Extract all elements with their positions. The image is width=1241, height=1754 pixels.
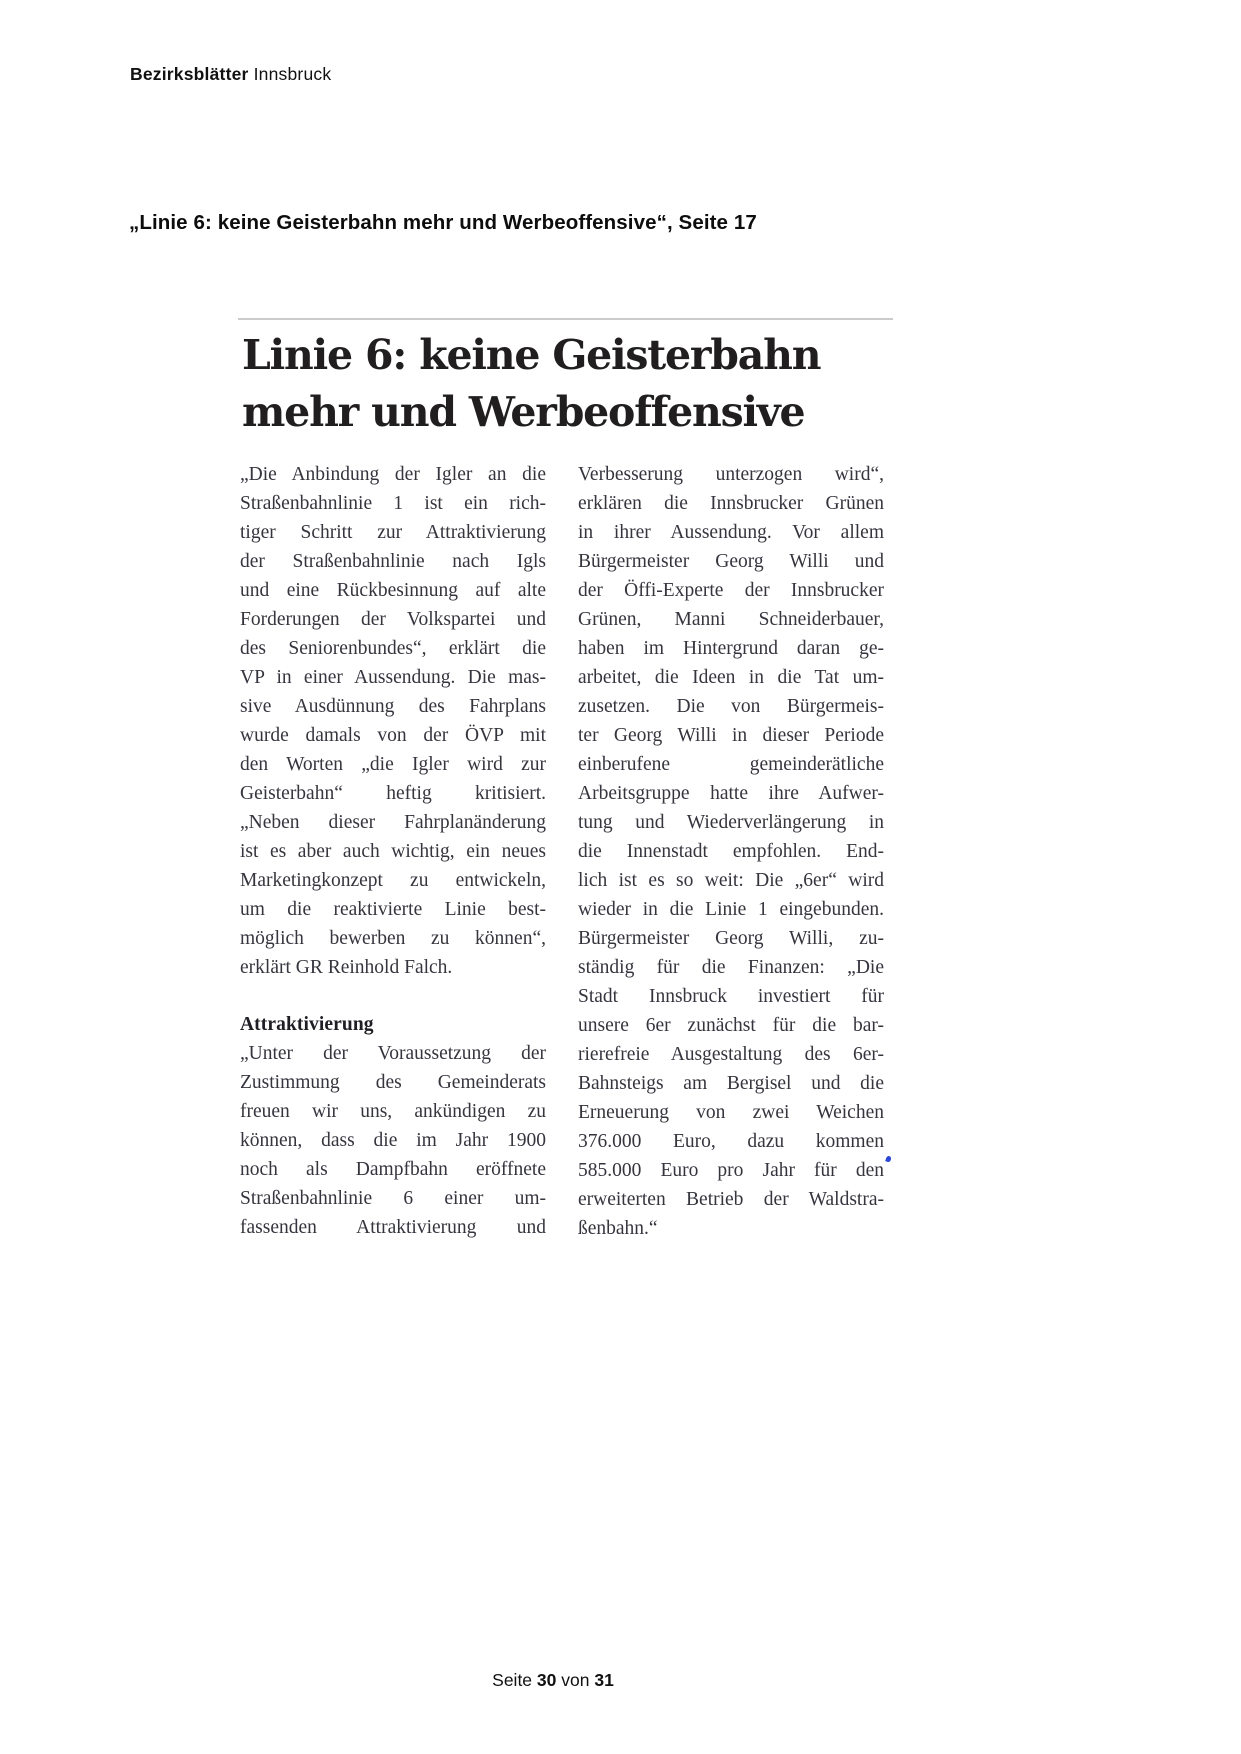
text-line: Forderungen der Volkspartei und xyxy=(240,609,546,630)
text-line: erklären die Innsbrucker Grünen xyxy=(578,493,884,514)
brand-name: Bezirksblätter xyxy=(130,64,249,84)
text-line: Bürgermeister Georg Willi und xyxy=(578,551,884,572)
text-line: Erneuerung von zwei Weichen xyxy=(578,1102,884,1123)
text-line: Straßenbahnlinie 1 ist ein rich- xyxy=(240,493,546,514)
publication-brand xyxy=(130,64,331,85)
article-title-line1: Linie 6: keine Geisterbahn xyxy=(242,331,821,379)
text-line: unsere 6er zunächst für die bar- xyxy=(578,1015,884,1036)
text-line: Stadt Innsbruck investiert für xyxy=(578,986,884,1007)
text-line: wurde damals von der ÖVP mit xyxy=(240,725,546,746)
article-column-right xyxy=(578,460,884,1243)
text-line: 585.000 Euro pro Jahr für den xyxy=(578,1160,884,1181)
text-line: arbeitet, die Ideen in die Tat um- xyxy=(578,667,884,688)
footer-of-label: von xyxy=(561,1670,590,1690)
paragraph-quote-vp xyxy=(240,460,546,982)
text-line: Zustimmung des Gemeinderats xyxy=(240,1072,546,1093)
text-line: noch als Dampfbahn eröffnete xyxy=(240,1159,546,1180)
article-title-line2: mehr und Werbeoffensive xyxy=(242,388,805,436)
newspaper-clipping xyxy=(238,318,893,1243)
text-line: den Worten „die Igler wird zur xyxy=(240,754,546,775)
text-line: erweiterten Betrieb der Waldstra- xyxy=(578,1189,884,1210)
text-line: die Innenstadt empfohlen. End- xyxy=(578,841,884,862)
text-line: wieder in die Linie 1 eingebunden. xyxy=(578,899,884,920)
clipping-top-rule xyxy=(238,318,893,320)
text-line: VP in einer Aussendung. Die mas- xyxy=(240,667,546,688)
text-line: sive Ausdünnung des Fahrplans xyxy=(240,696,546,717)
text-line: des Seniorenbundes“, erklärt die xyxy=(240,638,546,659)
text-line: rierefreie Ausgestaltung des 6er- xyxy=(578,1044,884,1065)
text-line: tiger Schritt zur Attraktivierung xyxy=(240,522,546,543)
text-line: Arbeitsgruppe hatte ihre Aufwer- xyxy=(578,783,884,804)
text-line: der Straßenbahnlinie nach Igls xyxy=(240,551,546,572)
text-line: ständig für die Finanzen: „Die xyxy=(578,957,884,978)
text-line: Verbesserung unterzogen wird“, xyxy=(578,464,884,485)
text-line: Bürgermeister Georg Willi, zu- xyxy=(578,928,884,949)
text-line: um die reaktivierte Linie best- xyxy=(240,899,546,920)
article-subhead: Attraktivierung xyxy=(240,1014,374,1035)
text-line: möglich bewerben zu können“, xyxy=(240,928,546,949)
article-column-left xyxy=(240,460,546,1243)
text-line: zusetzen. Die von Bürgermeis- xyxy=(578,696,884,717)
text-line: und eine Rückbesinnung auf alte xyxy=(240,580,546,601)
article-reference-heading: „Linie 6: keine Geisterbahn mehr und Werbeoffensive“, Seite 17 xyxy=(129,211,757,234)
text-line: fassenden Attraktivierung und xyxy=(240,1217,546,1238)
footer-total-pages: 31 xyxy=(594,1670,614,1690)
text-line: der Öffi-Experte der Innsbrucker xyxy=(578,580,884,601)
text-line: ter Georg Willi in dieser Periode xyxy=(578,725,884,746)
article-title xyxy=(242,327,893,441)
text-line: tung und Wiederverlängerung in xyxy=(578,812,884,833)
footer-page-label: Seite xyxy=(492,1670,533,1690)
text-line: ßenbahn.“ xyxy=(578,1218,658,1239)
text-line: haben im Hintergrund daran ge- xyxy=(578,638,884,659)
text-line: Geisterbahn“ heftig kritisiert. xyxy=(240,783,546,804)
text-line: können, dass die im Jahr 1900 xyxy=(240,1130,546,1151)
text-line: Grünen, Manni Schneiderbauer, xyxy=(578,609,884,630)
text-line: in ihrer Aussendung. Vor allem xyxy=(578,522,884,543)
text-line: Straßenbahnlinie 6 einer um- xyxy=(240,1188,546,1209)
text-line: Marketingkonzept zu entwickeln, xyxy=(240,870,546,891)
text-line: lich ist es so weit: Die „6er“ wird xyxy=(578,870,884,891)
article-body xyxy=(238,460,893,1243)
text-line: „Unter der Voraussetzung der xyxy=(240,1043,546,1064)
paragraph-continued xyxy=(578,460,884,1243)
text-line: „Neben dieser Fahrplanänderung xyxy=(240,812,546,833)
text-line: „Die Anbindung der Igler an die xyxy=(240,464,546,485)
text-line: Bahnsteigs am Bergisel und die xyxy=(578,1073,884,1094)
text-line: ist es aber auch wichtig, ein neues xyxy=(240,841,546,862)
brand-region-label: Innsbruck xyxy=(253,64,332,84)
text-line: freuen wir uns, ankündigen zu xyxy=(240,1101,546,1122)
paragraph-attraktivierung xyxy=(240,1039,546,1242)
text-line: 376.000 Euro, dazu kommen xyxy=(578,1131,884,1152)
footer-current-page: 30 xyxy=(536,1670,557,1690)
text-line: einberufene gemeinderätliche xyxy=(578,754,884,775)
text-line: erklärt GR Reinhold Falch. xyxy=(240,957,453,978)
page-footer xyxy=(0,1670,1106,1691)
